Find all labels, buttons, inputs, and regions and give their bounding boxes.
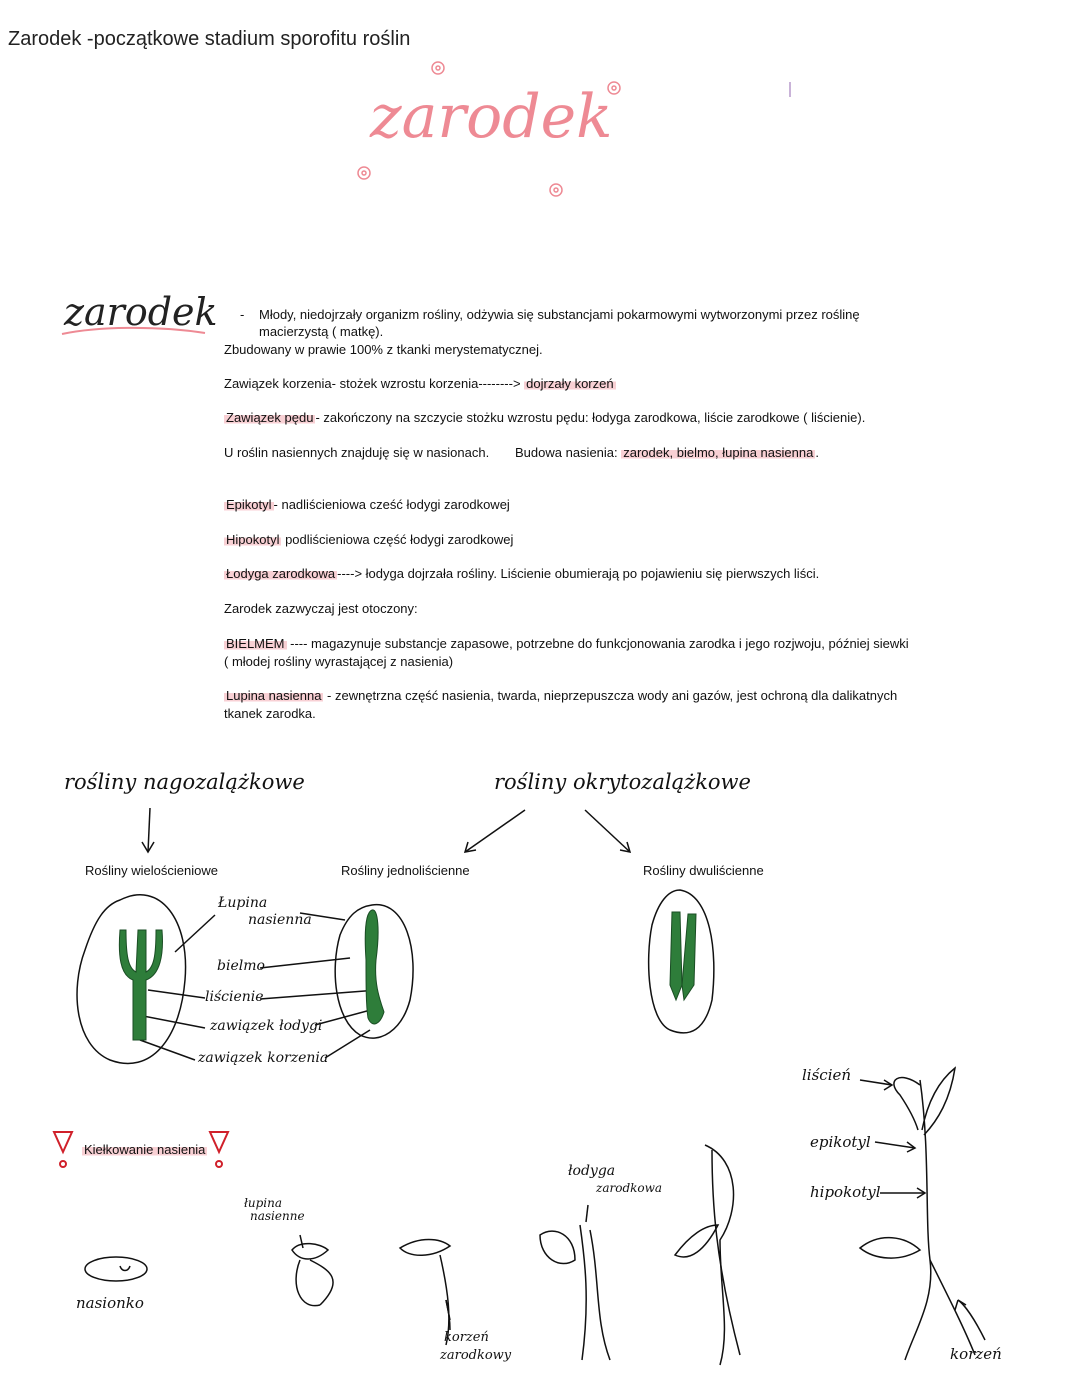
caption-polycot: Rośliny wielościeniowe <box>85 863 218 878</box>
text-line: Lupina nasienna - zewnętrzna część nasienia, twarda, nieprzepuszcza wody ani gazów, jest ochroną dla dalikatnych <box>226 688 898 703</box>
label-zawiazek-lodygi: zawiązek łodygi <box>210 1018 323 1034</box>
label-lupina-nasienne-2: nasienne <box>250 1209 305 1223</box>
caption-dicot: Rośliny dwuliścienne <box>643 863 764 878</box>
label-korzen-zarodkowy-2: zarodkowy <box>440 1348 512 1363</box>
germination-title: Kiełkowanie nasienia <box>84 1142 206 1157</box>
bullet-text-cont: macierzystą ( matkę). <box>259 324 384 339</box>
label-zawiazek-korzenia: zawiązek korzenia <box>198 1050 329 1066</box>
text-line: BIELMEM ---- magazynuje substancje zapasowe, potrzebne do funkcjonowania zarodka i jego rozjwoju, później siewki <box>226 636 909 651</box>
label-lupina-2: nasienna <box>248 912 312 928</box>
text-line: U roślin nasiennych znajduję się w nasionach. <box>224 445 490 460</box>
group-label-angiosperms: rośliny okrytozalążkowe <box>494 770 751 794</box>
text-line: tkanek zarodka. <box>224 706 316 721</box>
text-line: Zbudowany w prawie 100% z tkanki merystematycznej. <box>224 342 543 357</box>
caption-monocot: Rośliny jednoliścienne <box>341 863 470 878</box>
bullet-text: Młody, niedojrzały organizm rośliny, odżywia się substancjami pokarmowymi wytworzonymi przez roślinę <box>259 307 860 322</box>
group-label-gymnosperms: rośliny nagozalążkowe <box>64 770 305 794</box>
section-heading: zarodek <box>64 290 218 334</box>
text-line: Łodyga zarodkowa ----> łodyga dojrzała rośliny. Liścienie obumierają po pojawieniu się pierwszych liści. <box>226 566 820 581</box>
label-lisc: liścień <box>802 1066 852 1084</box>
label-liscienie: liścienie <box>205 989 264 1005</box>
label-hipokotyl: hipokotyl <box>810 1183 881 1201</box>
label-bielmo: bielmo <box>217 958 265 974</box>
text-line: Hipokotyl podliścieniowa część łodygi zarodkowej <box>226 532 514 547</box>
label-lupina: Łupina <box>218 895 268 911</box>
label-lodyga-zarodkowa: łodyga <box>568 1163 616 1179</box>
page-title: Zarodek -początkowe stadium sporofitu roślin <box>8 28 411 50</box>
text-line: ( młodej rośliny wyrastającej z nasienia) <box>224 654 454 669</box>
label-lupina-nasienne: łupina <box>244 1196 283 1210</box>
text-line: Zawiązek pędu - zakończony na szczycie stożku wzrostu pędu: łodyga zarodkowa, liście zarodkowe ( liścienie). <box>226 410 866 425</box>
label-epikotyl: epikotyl <box>810 1133 871 1151</box>
label-nasionko: nasionko <box>76 1294 144 1312</box>
bullet-marker: - <box>240 307 245 322</box>
zarodek-logo: zarodek <box>370 82 613 152</box>
label-korzen-zarodkowy: korzeń <box>444 1330 489 1345</box>
label-lodyga-zarodkowa-2: zarodkowa <box>596 1181 663 1195</box>
text-line: Zarodek zazwyczaj jest otoczony: <box>224 601 418 616</box>
label-korzen: korzeń <box>950 1345 1002 1363</box>
text-line: Zawiązek korzenia- stożek wzrostu korzenia--------> dojrzały korzeń <box>224 376 614 391</box>
text-line: Epikotyl - nadliścieniowa cześć łodygi zarodkowej <box>226 497 510 512</box>
text-line: Budowa nasienia: zarodek, bielmo, łupina nasienna . <box>515 445 819 460</box>
